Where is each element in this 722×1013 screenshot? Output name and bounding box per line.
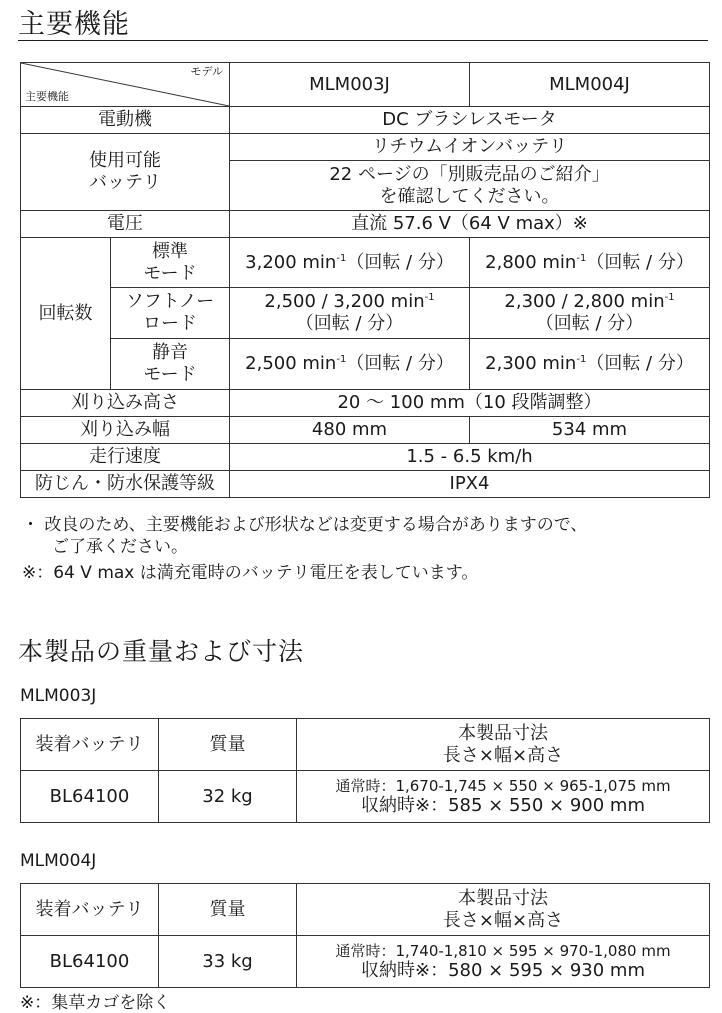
speed-value: 1.5 - 6.5 km/h: [230, 444, 710, 471]
battery-note: [230, 161, 710, 211]
model-label-mlm004j: MLM004J: [20, 851, 97, 871]
cut-height-row: [21, 390, 710, 417]
rpm-value: 2,500 / 3,200 min: [264, 291, 425, 313]
voltage-value: 直流 57.6 V（64 V max）※: [230, 211, 710, 238]
rpm-standard-mode: [111, 238, 230, 288]
battery-header: 装着バッテリ: [21, 719, 159, 771]
header-feature-label: 主要機能: [25, 89, 69, 103]
header-diagonal-cell: [21, 63, 230, 107]
dimension-value: [297, 771, 710, 823]
rpm-unit: （回転 / 分）: [535, 313, 644, 334]
mode-line1: 標準: [152, 240, 188, 262]
weight-section-title: 本製品の重量および寸法: [18, 637, 305, 666]
rpm-unit: （回転 / 分）: [295, 313, 404, 334]
rpm-value: 2,800 min: [485, 251, 577, 273]
rpm-value: 2,300 min: [485, 353, 577, 375]
rpm-standard-mlm003j: [230, 238, 470, 288]
rpm-unit: （回転 / 分）: [586, 353, 694, 375]
note-bullet-line2: ご了承ください。: [52, 537, 188, 557]
cut-height-value: 20 ～ 100 mm（10 段階調整）: [230, 390, 710, 417]
protection-label: 防じん・防水保護等級: [21, 471, 230, 498]
model-label-mlm003j: MLM003J: [20, 686, 97, 706]
note-asterisk: ※：64 V max は満充電時のバッテリ電圧を表しています。: [22, 563, 479, 583]
motor-row: [21, 107, 710, 134]
mass-header: 質量: [159, 884, 297, 936]
cut-width-mlm003j: 480 mm: [230, 417, 470, 444]
mass-header: 質量: [159, 719, 297, 771]
battery-note-line2: を確認してください。: [379, 185, 560, 207]
dimension-stored: 収納時※：580 × 595 × 930 mm: [361, 959, 645, 981]
rpm-soft-row: [21, 288, 710, 339]
voltage-row: [21, 211, 710, 238]
cut-width-label: 刈り込み幅: [21, 417, 230, 444]
dimension-value: [297, 936, 710, 988]
page-title: 主要機能: [18, 9, 130, 40]
dimension-header-line1: 本製品寸法: [458, 887, 548, 909]
mode-line2: モード: [143, 364, 197, 385]
rpm-silent-mlm004j: [470, 339, 710, 390]
rpm-value: 3,200 min: [245, 251, 337, 273]
rpm-unit: （回転 / 分）: [346, 251, 454, 273]
protection-value: IPX4: [230, 471, 710, 498]
battery-value: BL64100: [21, 936, 159, 988]
rpm-exponent: -1: [336, 252, 347, 264]
rpm-exponent: -1: [424, 292, 435, 304]
speed-label: 走行速度: [21, 444, 230, 471]
weight-footnote: ※：集草カゴを除く: [20, 993, 171, 1013]
rpm-label: 回転数: [21, 238, 111, 390]
rpm-value: 2,500 min: [245, 353, 337, 375]
dimension-header-line1: 本製品寸法: [458, 722, 548, 744]
motor-label: 電動機: [21, 107, 230, 134]
note-bullet-line1: ・ 改良のため、主要機能および形状などは変更する場合がありますので、: [22, 515, 588, 535]
cut-height-label: 刈り込み高さ: [21, 390, 230, 417]
rpm-exponent: -1: [336, 354, 347, 366]
dimension-normal: 通常時：1,740-1,810 × 595 × 970-1,080 mm: [335, 941, 671, 960]
dimension-normal: 通常時：1,670-1,745 × 550 × 965-1,075 mm: [335, 776, 671, 795]
battery-label-line2: バッテリ: [89, 172, 161, 193]
dimension-header: [297, 719, 710, 771]
dimension-stored: 収納時※：585 × 550 × 900 mm: [361, 794, 645, 816]
rpm-exponent: -1: [576, 354, 587, 366]
mass-value: 32 kg: [159, 771, 297, 823]
rpm-standard-row: [21, 238, 710, 288]
dim-header-row: [21, 884, 710, 936]
battery-value: BL64100: [21, 771, 159, 823]
dim-data-row: [21, 771, 710, 823]
rpm-silent-row: [21, 339, 710, 390]
battery-note-line1: 22 ページの「別販売品のご紹介」: [329, 163, 610, 185]
cut-width-mlm004j: 534 mm: [470, 417, 710, 444]
mode-line1: ソフトノー: [125, 291, 215, 313]
dim-header-row: [21, 719, 710, 771]
dim-table-mlm004j: [20, 883, 710, 988]
battery-label-line1: 使用可能: [89, 150, 161, 172]
mode-line2: モード: [143, 262, 197, 284]
battery-value: リチウムイオンバッテリ: [230, 134, 710, 161]
rpm-value: 2,300 / 2,800 min: [504, 291, 665, 313]
header-model-label: モデル: [190, 65, 223, 78]
mode-line1: 静音: [152, 342, 188, 364]
rpm-soft-mlm004j: [470, 288, 710, 339]
motor-value: DC ブラシレスモータ: [230, 107, 710, 134]
rpm-soft-mode: [111, 288, 230, 339]
mass-value: 33 kg: [159, 936, 297, 988]
rpm-unit: （回転 / 分）: [346, 353, 454, 375]
rpm-unit: （回転 / 分）: [586, 251, 694, 273]
mode-line2: ロード: [143, 313, 197, 334]
dim-table-mlm003j: [20, 718, 710, 823]
model-header-mlm004j: MLM004J: [470, 63, 710, 107]
voltage-label: 電圧: [21, 211, 230, 238]
rpm-soft-mlm003j: [230, 288, 470, 339]
dim-data-row: [21, 936, 710, 988]
cut-width-row: [21, 417, 710, 444]
model-header-mlm003j: MLM003J: [230, 63, 470, 107]
battery-header: 装着バッテリ: [21, 884, 159, 936]
title-rule: [18, 40, 708, 41]
spec-table: [20, 62, 710, 498]
rpm-standard-mlm004j: [470, 238, 710, 288]
protection-row: [21, 471, 710, 498]
rpm-exponent: -1: [664, 292, 675, 304]
battery-row: [21, 134, 710, 161]
rpm-exponent: -1: [576, 252, 587, 264]
dimension-header-line2: 長さ×幅×高さ: [442, 744, 564, 766]
rpm-silent-mode: [111, 339, 230, 390]
dimension-header: [297, 884, 710, 936]
dimension-header-line2: 長さ×幅×高さ: [442, 909, 564, 931]
speed-row: [21, 444, 710, 471]
rpm-silent-mlm003j: [230, 339, 470, 390]
spec-header-row: [21, 63, 710, 107]
battery-label: [21, 134, 230, 211]
